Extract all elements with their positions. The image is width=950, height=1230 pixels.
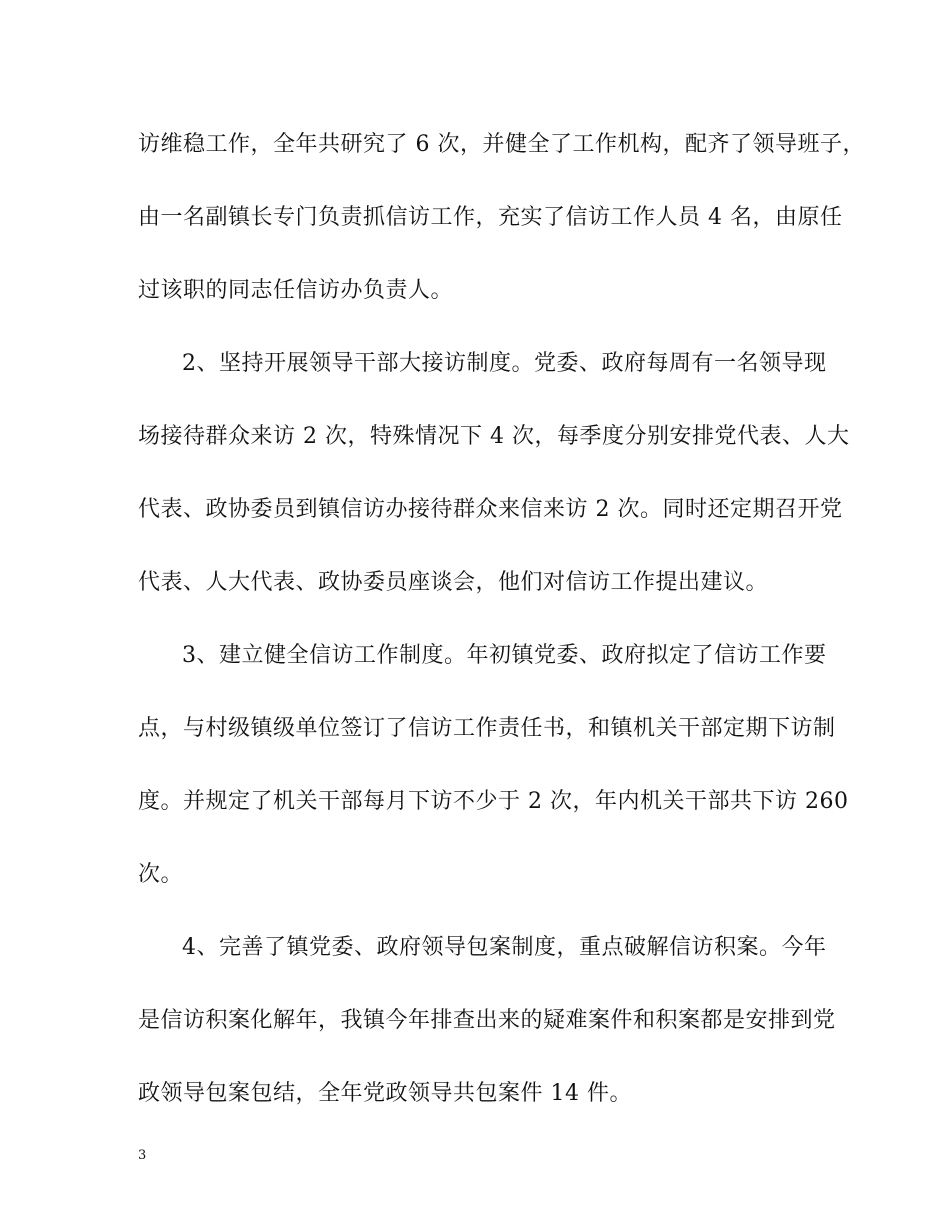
text-line: 代表、人大代表、政协委员座谈会，他们对信访工作提出建议。 [138,570,769,595]
text-line: 访维稳工作，全年共研究了 6 次，并健全了工作机构，配齐了领导班子， [138,132,865,157]
text-line: 由一名副镇长专门负责抓信访工作，充实了信访工作人员 4 名，由原任 [138,205,843,230]
text-line: 次。 [138,862,184,887]
text-line: 政领导包案包结，全年党政领导共包案件 14 件。 [138,1081,632,1106]
text-line: 是信访积案化解年，我镇今年排查出来的疑难案件和积案都是安排到党 [138,1008,836,1033]
text-line: 度。并规定了机关干部每月下访不少于 2 次，年内机关干部共下访 260 [138,789,849,814]
paragraph-start-line: 3、建立健全信访工作制度。年初镇党委、政府拟定了信访工作要 [182,643,827,668]
paragraph-start-line: 4、完善了镇党委、政府领导包案制度，重点破解信访积案。今年 [182,935,827,960]
paragraph-start-line: 2、坚持开展领导干部大接访制度。党委、政府每周有一名领导现 [182,351,827,376]
text-line: 过该职的同志任信访办负责人。 [138,278,454,303]
text-line: 点，与村级镇级单位签订了信访工作责任书，和镇机关干部定期下访制 [138,716,836,741]
text-line: 代表、政协委员到镇信访办接待群众来信来访 2 次。同时还定期召开党 [138,497,843,522]
page-number: 3 [138,1148,147,1163]
text-line: 场接待群众来访 2 次，特殊情况下 4 次，每季度分别安排党代表、人大 [138,424,850,449]
